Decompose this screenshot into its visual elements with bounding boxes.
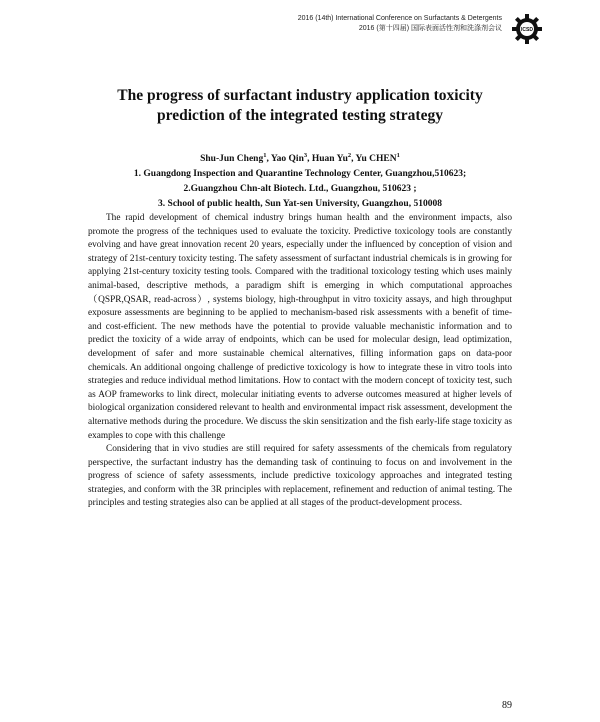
author-name: Yu CHEN: [355, 154, 397, 165]
author-name: Shu-Jun Cheng: [200, 154, 264, 165]
affiliation-2: 2.Guangzhou Chn-alt Biotech. Ltd., Guangzhou, 510623 ;: [183, 184, 417, 195]
author-name: Yao Qin: [270, 154, 304, 165]
gear-logo-icon: [512, 14, 542, 44]
logo-text: ICSD: [521, 27, 533, 33]
author-affil-mark: 1: [263, 152, 267, 159]
author-name: Huan Yu: [311, 154, 348, 165]
abstract-paragraph-1: The rapid development of chemical industry brings human health and the environment impacts, also promote the progress of the techniques used to evaluate the toxicity. Predictive toxicology tools are constantly evolving and have great innovation recent 20 years, especially under the influenced by conception of vision and strategy of 21st-century toxicity testing. The safety assessment of surfactant industrial chemicals is in growing for applying 21st-century toxicity testing tools. Compared with the traditional toxicology testing which uses mainly animal-based, descriptive methods, a paradigm shift is emerging in which computational approaches（QSPR,QSAR, read-across）, systems biology, high-throughput in vitro toxicity assays, and high throughput exposure assessments are beginning to be applied to mechanism-based risk assessments with a benefit of time- and cost-efficient. The new methods have the potential to provide valuable mechanistic information and to predict the toxicity of a wide array of endpoints, which can be used for molecular design, lead optimization, development of safer and more sustainable chemical alternatives, filling information gaps on data-poor chemicals. An additional ongoing challenge of predictive toxicology is how to integrate these in vitro tools into strategies and reduce individual method limitations. How to contact with the modern concept of toxicity test, such as AOP frameworks to link direct, molecular initiating events to adverse outcomes measured at higher levels of biological organization considered relevant to health and environmental impact risk assessment, development the alternative methods during the procedure. We discuss the skin sensitization and the fish early-life stage toxicity as examples to cope with this challenge: [88, 213, 512, 441]
affiliation-1: 1. Guangdong Inspection and Quarantine Technology Center, Guangzhou,510623;: [133, 169, 467, 180]
author-names: Shu-Jun Cheng$^1$, Yao Qin$^3$, Huan Yu$^2$, Yu CHEN$^1$: [200, 152, 400, 165]
paper-title: [60, 86, 540, 126]
conference-header: [282, 8, 582, 50]
affiliation-3: 3. School of public health, Sun Yat-sen University, Guangzhou, 510008: [158, 199, 442, 210]
conference-header-text: [298, 14, 502, 34]
abstract-body: [88, 212, 512, 511]
title-line-1: The progress of surfactant industry application toxicity: [117, 87, 483, 104]
author-affil-mark: 1: [396, 152, 400, 159]
author-block: [60, 148, 540, 212]
title-line-2: prediction of the integrated testing strategy: [157, 107, 443, 124]
page-number: 89: [502, 700, 512, 711]
author-affil-mark: 2: [347, 152, 352, 159]
author-affil-mark: 3: [303, 152, 308, 159]
conference-name-en: 2016 (14th) International Conference on Surfactants & Detergents: [297, 15, 502, 22]
conference-name-cn: 2016 (第十四届) 国际表面活性剂和洗涤剂会议: [358, 25, 502, 32]
abstract-paragraph-2: Considering that in vivo studies are still required for safety assessments of the chemicals from regulatory perspective, the surfactant industry has the demanding task of continuing to focus on and involvement in the progress of science of safety assessments, include predictive toxicology approaches and integrated testing strategies, and conform with the 3R principles with replacement, refinement and reduction of animal testing. The principles and testing strategies also can be applied at all stages of the product-development process.: [88, 444, 512, 509]
